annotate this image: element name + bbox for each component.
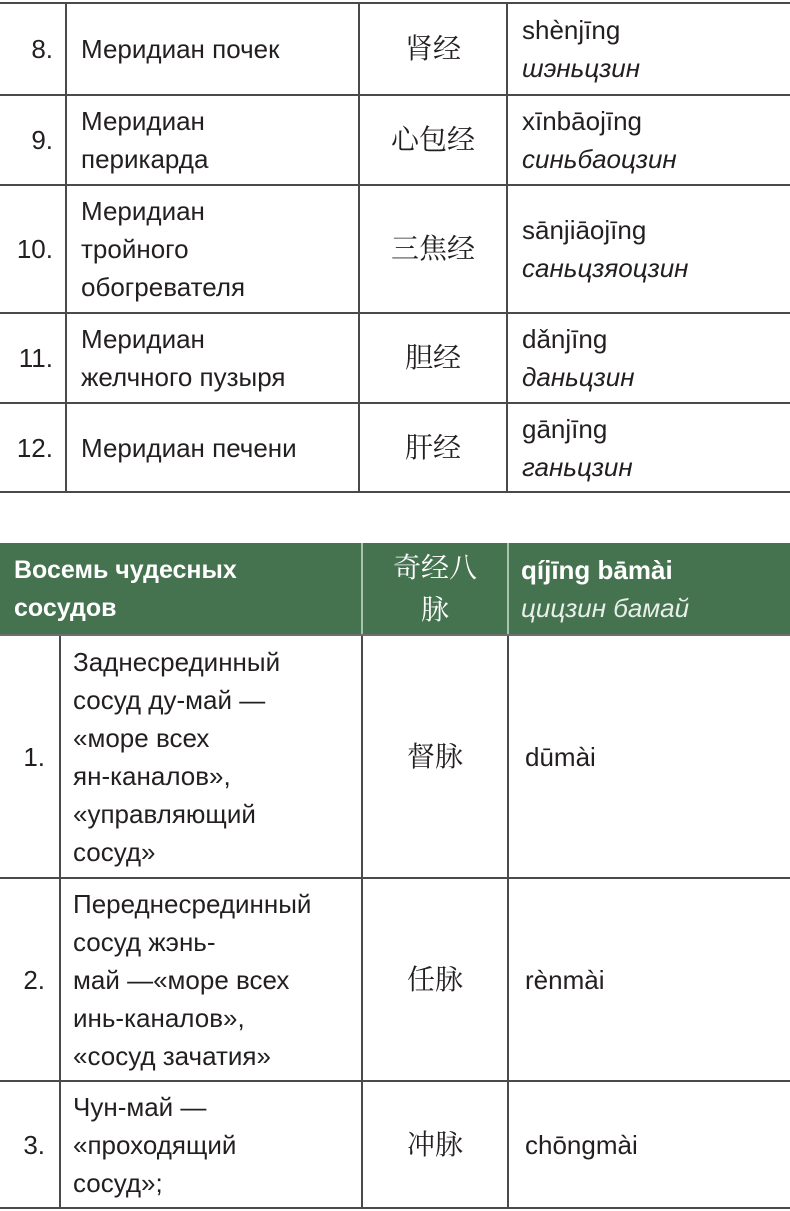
table-row: [0, 185, 790, 313]
vessel-description: [60, 1081, 362, 1208]
meridian-name: [66, 3, 359, 95]
pinyin: chōngmài: [508, 1081, 790, 1208]
meridians-table: [0, 2, 790, 493]
row-number: 12.: [0, 403, 66, 492]
table-row: [0, 3, 790, 95]
header-title-line: сосудов: [14, 593, 117, 622]
table-row: [0, 403, 790, 492]
meridian-name: [66, 95, 359, 185]
desc-line: сосуд ду-май —: [73, 684, 266, 715]
hanzi: 肾经: [359, 3, 507, 95]
hanzi: 督脉: [362, 635, 508, 878]
table-row: [0, 1081, 790, 1208]
row-number: 9.: [0, 95, 66, 185]
desc-line: «море всех: [73, 722, 210, 753]
hanzi: 心包经: [359, 95, 507, 185]
desc-line: май —«море всех: [73, 964, 290, 995]
pinyin: dǎnjīng: [522, 324, 608, 354]
hanzi: 胆经: [359, 313, 507, 403]
cyrillic-transcription: шэньцзин: [522, 53, 641, 83]
meridian-name: [66, 403, 359, 492]
table-row: [0, 95, 790, 185]
pinyin: sānjiāojīng: [522, 215, 647, 245]
header-pinyin: qíjīng bāmài: [521, 554, 673, 585]
cyrillic-transcription: ганьцзин: [522, 451, 633, 482]
name-line: Меридиан почек: [81, 34, 280, 64]
header-title-line: Восемь чудесных: [14, 555, 237, 584]
row-number: 1.: [0, 635, 60, 878]
name-line: Меридиан печени: [81, 432, 297, 463]
header-hanzi: [362, 543, 508, 635]
row-number: 8.: [0, 3, 66, 95]
vessel-description: [60, 878, 362, 1081]
vessel-description: [60, 635, 362, 878]
pinyin: shènjīng: [522, 15, 621, 45]
name-line: желчного пузыря: [81, 362, 286, 392]
name-line: перикарда: [81, 144, 209, 174]
header-hanzi-line: 脉: [420, 593, 449, 625]
pinyin-cell: [507, 95, 790, 185]
desc-line: сосуд»: [73, 836, 156, 867]
desc-line: сосуд»;: [73, 1167, 163, 1198]
meridian-name: [66, 185, 359, 313]
row-number: 11.: [0, 313, 66, 403]
desc-line: «сосуд зачатия»: [73, 1040, 271, 1071]
row-number: 3.: [0, 1081, 60, 1208]
desc-line: «проходящий: [73, 1129, 237, 1160]
pinyin-cell: [507, 3, 790, 95]
name-line: Меридиан: [81, 196, 205, 226]
hanzi: 冲脉: [362, 1081, 508, 1208]
header-hanzi-line: 奇经八: [392, 551, 477, 583]
pinyin: dūmài: [508, 635, 790, 878]
pinyin: xīnbāojīng: [522, 106, 642, 136]
pinyin-cell: [507, 313, 790, 403]
hanzi: 三焦经: [359, 185, 507, 313]
desc-line: инь-каналов»,: [73, 1002, 245, 1033]
desc-line: «управляющий: [73, 798, 256, 829]
hanzi: 肝经: [359, 403, 507, 492]
name-line: Меридиан: [81, 106, 205, 136]
pinyin: rènmài: [508, 878, 790, 1081]
desc-line: ян-каналов»,: [73, 760, 231, 791]
pinyin-cell: [507, 185, 790, 313]
desc-line: Чун-май —: [73, 1091, 207, 1122]
pinyin-cell: [507, 403, 790, 492]
table-header-row: [0, 543, 790, 635]
extraordinary-vessels-table: [0, 543, 790, 1209]
name-line: обогревателя: [81, 272, 246, 302]
name-line: тройного: [81, 234, 189, 264]
table-row: [0, 313, 790, 403]
cyrillic-transcription: саньцзяоцзин: [522, 253, 689, 283]
row-number: 10.: [0, 185, 66, 313]
cyrillic-transcription: даньцзин: [522, 362, 635, 392]
header-cyrillic: цицзин бамай: [521, 592, 690, 623]
desc-line: сосуд жэнь-: [73, 926, 216, 957]
header-pinyin-cell: [508, 543, 790, 635]
header-title: [0, 543, 362, 635]
name-line: Меридиан: [81, 324, 205, 354]
desc-line: Переднесрединный: [73, 888, 312, 919]
desc-line: Заднесрединный: [73, 646, 281, 677]
meridian-name: [66, 313, 359, 403]
hanzi: 任脉: [362, 878, 508, 1081]
cyrillic-transcription: синьбаоцзин: [522, 144, 677, 174]
row-number: 2.: [0, 878, 60, 1081]
table-row: [0, 878, 790, 1081]
pinyin: gānjīng: [522, 413, 608, 444]
table-row: [0, 635, 790, 878]
